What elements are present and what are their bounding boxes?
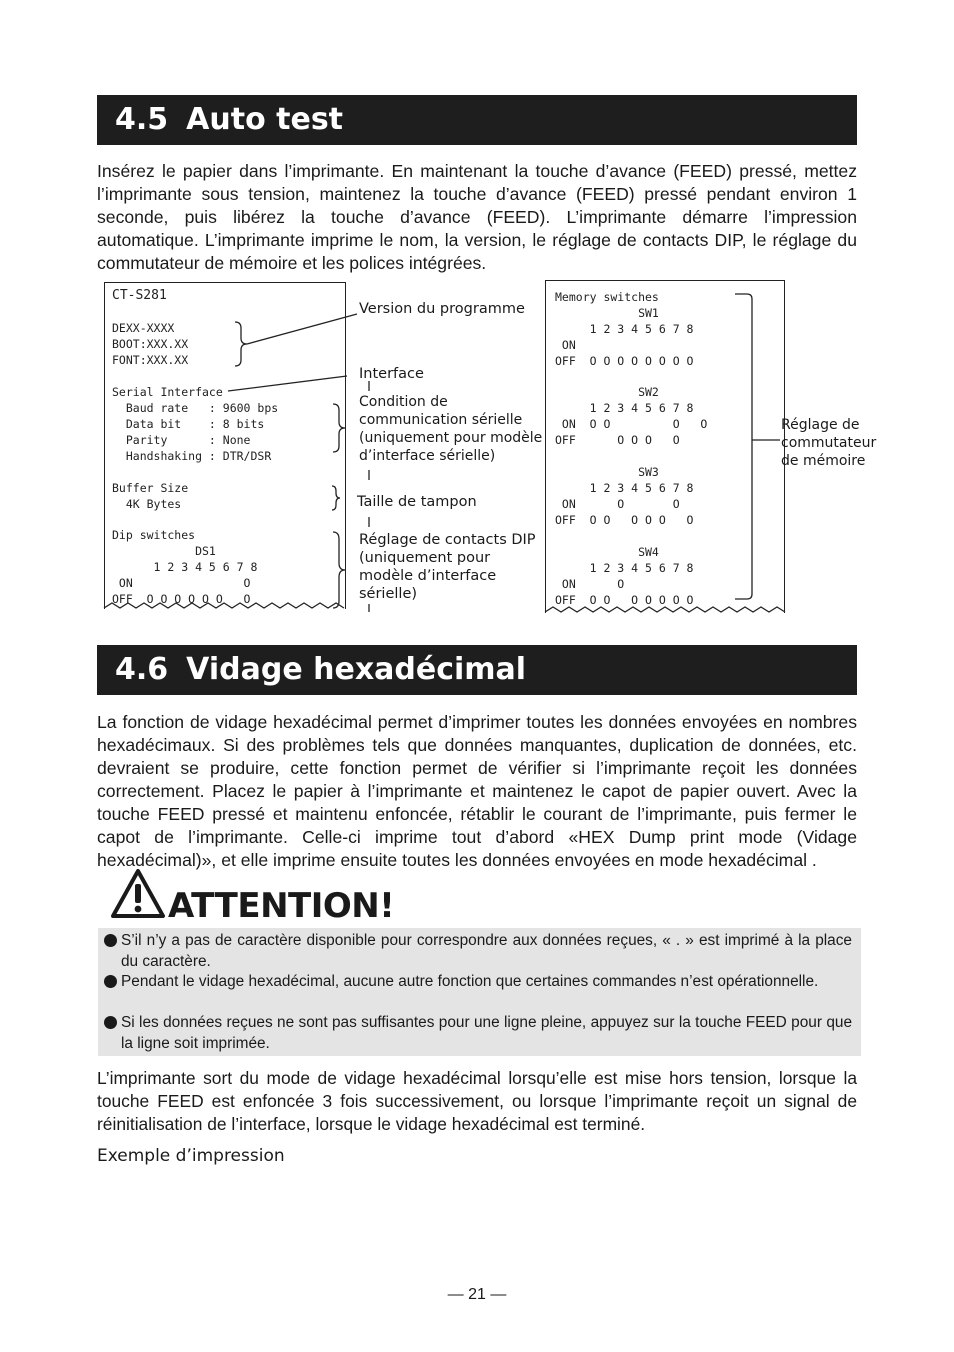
section-number: 4.6 (115, 652, 169, 687)
label-interface: Interface (359, 366, 424, 382)
section-number: 4.5 (115, 102, 169, 137)
bullet-icon (104, 1016, 117, 1029)
receipt-dip-lines: Dip switches DS1 1 2 3 4 5 6 7 8 ON O OFF O O O O O O O (112, 528, 258, 606)
attention-item: S’il n’y a pas de caractère disponible pour correspondre aux données reçues, « . » est imprimé à la place du caractère. (104, 931, 852, 972)
label-version: Version du programme (359, 301, 525, 317)
section-4-6-heading (97, 645, 857, 695)
receipt-interface-header: Serial Interface (112, 385, 223, 399)
bullet-icon (104, 934, 117, 947)
example-label: Exemple d’impression (97, 1146, 285, 1166)
memory-header: Memory switches (555, 290, 659, 304)
receipt-serial-lines: Baud rate : 9600 bps Data bit : 8 bits Parity : None Handshaking : DTR/DSR (125, 401, 279, 463)
receipt-version-lines: DEXX-XXXX BOOT:XXX.XX FONT:XXX.XX (112, 321, 189, 367)
memory-sw4: SW4 1 2 3 4 5 6 7 8 ON O OFF O O O O O O O (555, 545, 694, 607)
exit-description: L’imprimante sort du mode de vidage hexadécimal lorsqu’elle est mise hors tension, lorsque la touche FEED est enfoncée 3 fois successivement, ou lorsque l’imprimante reçoit un signal de réinitialisation de l’interface, lorsque le vidage hexadécimal est terminé. (97, 1068, 857, 1134)
hex-dump-description: La fonction de vidage hexadécimal permet d’imprimer toutes les données envoyées en nombres hexadécimaux. Si des problèmes tels que données manquantes, duplication de données, etc. devraient se produire, cette fonction permet de vérifier si l’imprimante reçoit les données correctement. Placez le papier à l’imprimante et maintenez le capot de papier ouvert. Avec la touche FEED pressé et maintenu enfoncée, rétablir le courant de l’imprimante, puis fermer le capot de l’imprimante. Celle-ci imprime tout d’abord «HEX Dump print mode (Vidage hexadécimal)», et elle imprime ensuite toutes les données envoyées en mode hexadécimal . (97, 712, 857, 870)
memory-sw3: SW3 1 2 3 4 5 6 7 8 ON O O OFF O O O O O O (555, 465, 694, 527)
label-memory: Réglage de commutateur de mémoire (781, 417, 877, 469)
label-dip: Réglage de contacts DIP (uniquement pour modèle d’interface sérielle) (359, 532, 536, 602)
warning-triangle-icon (110, 868, 166, 920)
bullet-icon (104, 975, 117, 988)
memory-sw1: SW1 1 2 3 4 5 6 7 8 ON OFF O O O O O O O O (555, 306, 694, 368)
memory-sw2: SW2 1 2 3 4 5 6 7 8 ON O O O O OFF O O O O (555, 385, 708, 447)
auto-test-description: Insérez le papier dans l’imprimante. En maintenant la touche d’avance (FEED) pressé, mettez l’imprimante sous tension, maintenez la touche d’avance (FEED) pressé pendant environ 1 seconde, puis libérez la touche d’avance (FEED). L’imprimante démarre l’impression automatique. L’imprimante imprime le nom, la version, le réglage de contacts DIP, le réglage du commutateur de mémoire et les polices intégrées. (97, 161, 857, 273)
receipt-buffer-lines: Buffer Size 4K Bytes (112, 481, 189, 511)
label-buffer: Taille de tampon (357, 494, 477, 510)
page-number: — 21 — (447, 1286, 507, 1303)
attention-title: ATTENTION! (168, 886, 395, 926)
attention-item: Pendant le vidage hexadécimal, aucune autre fonction que certaines commandes n’est opérationnelle. (104, 972, 852, 993)
label-communication: Condition de communication sérielle (uniquement pour modèle d’interface sérielle) (359, 394, 543, 464)
receipt-model: CT-S281 (112, 288, 167, 303)
section-title: Auto test (186, 102, 344, 137)
section-4-5-heading (97, 95, 857, 145)
attention-item: Si les données reçues ne sont pas suffisantes pour une ligne pleine, appuyez sur la touche FEED pour que la ligne soit imprimée. (104, 1013, 852, 1054)
section-title: Vidage hexadécimal (186, 652, 527, 687)
